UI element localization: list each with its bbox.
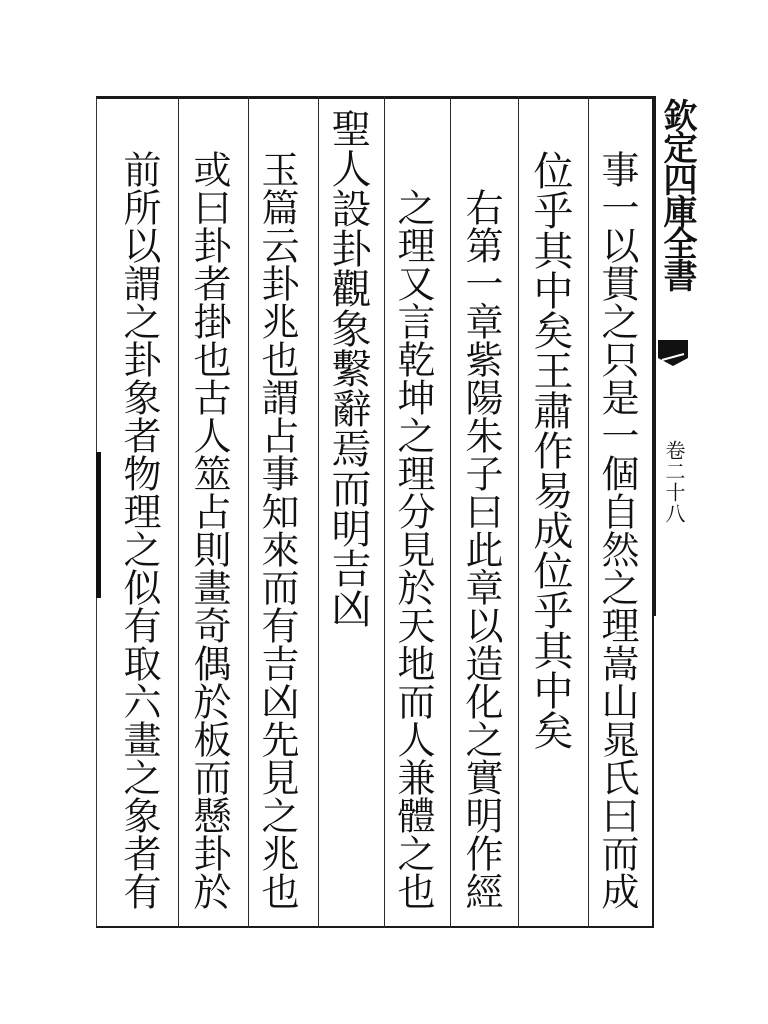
text-column-7: 或曰卦者掛也古人筮占則畫奇偶於板而懸卦於 [187,150,231,910]
text-column-6: 玉篇云卦兆也謂占事知來而有吉凶先見之兆也 [255,150,299,910]
column-divider [178,96,179,928]
column-divider [450,96,451,928]
column-divider [384,96,385,928]
book-title: 欽定四庫全書 [657,98,697,290]
text-column-5: 聖人設卦觀象繫辭焉而明吉凶 [325,108,371,628]
text-column-2: 位乎其中矣王肅作易成位乎其中矣 [527,150,573,750]
text-column-3: 右第一章紫陽朱子曰此章以造化之實明作經 [459,188,503,910]
text-column-8: 前所以謂之卦象者物理之似有取六畫之象者有 [117,150,161,910]
column-divider [318,96,319,928]
text-column-4: 之理又言乾坤之理分見於天地而人兼體之也 [391,188,435,910]
column-divider [518,96,519,928]
volume-label: 卷二十八 [662,440,686,524]
text-column-1: 事一以貫之只是一個自然之理嵩山晁氏曰而成 [595,150,639,910]
fishtail-mark-icon [656,340,690,366]
binding-mark [96,452,101,598]
column-divider [248,96,249,928]
column-divider [588,96,589,928]
